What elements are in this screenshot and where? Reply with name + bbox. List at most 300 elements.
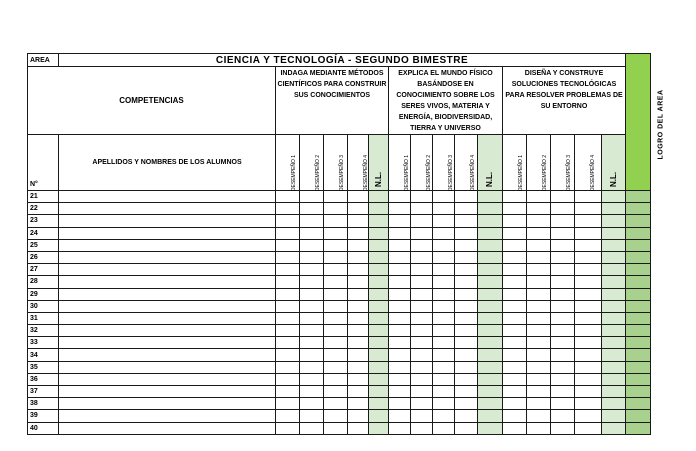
grade-cell[interactable] <box>551 264 575 276</box>
nl-cell[interactable] <box>478 422 503 434</box>
grade-cell[interactable] <box>575 373 602 385</box>
grade-cell[interactable] <box>551 422 575 434</box>
grade-cell[interactable] <box>276 349 300 361</box>
grade-cell[interactable] <box>411 264 433 276</box>
grade-cell[interactable] <box>300 276 324 288</box>
grade-cell[interactable] <box>300 337 324 349</box>
student-name-cell[interactable] <box>59 191 276 203</box>
grade-cell[interactable] <box>348 264 369 276</box>
nl-cell[interactable] <box>369 398 389 410</box>
grade-cell[interactable] <box>575 203 602 215</box>
grade-cell[interactable] <box>527 386 551 398</box>
grade-cell[interactable] <box>455 300 478 312</box>
grade-cell[interactable] <box>411 312 433 324</box>
grade-cell[interactable] <box>276 410 300 422</box>
grade-cell[interactable] <box>455 264 478 276</box>
nl-cell[interactable] <box>602 312 626 324</box>
grade-cell[interactable] <box>575 227 602 239</box>
grade-cell[interactable] <box>433 264 455 276</box>
nl-cell[interactable] <box>369 276 389 288</box>
grade-cell[interactable] <box>348 325 369 337</box>
grade-cell[interactable] <box>503 239 527 251</box>
grade-cell[interactable] <box>575 422 602 434</box>
grade-cell[interactable] <box>348 276 369 288</box>
nl-cell[interactable] <box>478 398 503 410</box>
grade-cell[interactable] <box>433 239 455 251</box>
grade-cell[interactable] <box>411 325 433 337</box>
grade-cell[interactable] <box>455 386 478 398</box>
grade-cell[interactable] <box>348 215 369 227</box>
grade-cell[interactable] <box>433 361 455 373</box>
grade-cell[interactable] <box>503 325 527 337</box>
grade-cell[interactable] <box>324 251 348 263</box>
nl-cell[interactable] <box>369 410 389 422</box>
grade-cell[interactable] <box>300 386 324 398</box>
grade-cell[interactable] <box>348 386 369 398</box>
student-name-cell[interactable] <box>59 239 276 251</box>
nl-cell[interactable] <box>369 349 389 361</box>
grade-cell[interactable] <box>324 203 348 215</box>
nl-cell[interactable] <box>602 386 626 398</box>
grade-cell[interactable] <box>300 312 324 324</box>
grade-cell[interactable] <box>411 215 433 227</box>
grade-cell[interactable] <box>389 410 411 422</box>
grade-cell[interactable] <box>527 361 551 373</box>
nl-cell[interactable] <box>369 337 389 349</box>
grade-cell[interactable] <box>433 349 455 361</box>
grade-cell[interactable] <box>389 373 411 385</box>
grade-cell[interactable] <box>527 300 551 312</box>
grade-cell[interactable] <box>551 227 575 239</box>
grade-cell[interactable] <box>276 203 300 215</box>
grade-cell[interactable] <box>575 312 602 324</box>
grade-cell[interactable] <box>411 300 433 312</box>
grade-cell[interactable] <box>411 361 433 373</box>
grade-cell[interactable] <box>503 349 527 361</box>
grade-cell[interactable] <box>433 386 455 398</box>
nl-cell[interactable] <box>602 239 626 251</box>
grade-cell[interactable] <box>300 300 324 312</box>
logro-cell[interactable] <box>626 422 651 434</box>
grade-cell[interactable] <box>455 215 478 227</box>
grade-cell[interactable] <box>551 373 575 385</box>
grade-cell[interactable] <box>348 227 369 239</box>
grade-cell[interactable] <box>276 191 300 203</box>
grade-cell[interactable] <box>348 398 369 410</box>
grade-cell[interactable] <box>433 325 455 337</box>
nl-cell[interactable] <box>602 203 626 215</box>
grade-cell[interactable] <box>389 325 411 337</box>
grade-cell[interactable] <box>348 300 369 312</box>
nl-cell[interactable] <box>369 300 389 312</box>
logro-cell[interactable] <box>626 337 651 349</box>
grade-cell[interactable] <box>300 422 324 434</box>
student-name-cell[interactable] <box>59 398 276 410</box>
logro-cell[interactable] <box>626 373 651 385</box>
grade-cell[interactable] <box>389 288 411 300</box>
nl-cell[interactable] <box>369 325 389 337</box>
grade-cell[interactable] <box>324 312 348 324</box>
nl-cell[interactable] <box>478 337 503 349</box>
grade-cell[interactable] <box>551 349 575 361</box>
grade-cell[interactable] <box>433 410 455 422</box>
nl-cell[interactable] <box>478 239 503 251</box>
grade-cell[interactable] <box>276 288 300 300</box>
grade-cell[interactable] <box>575 410 602 422</box>
grade-cell[interactable] <box>389 251 411 263</box>
nl-cell[interactable] <box>369 203 389 215</box>
grade-cell[interactable] <box>455 312 478 324</box>
student-name-cell[interactable] <box>59 349 276 361</box>
grade-cell[interactable] <box>324 361 348 373</box>
grade-cell[interactable] <box>389 337 411 349</box>
nl-cell[interactable] <box>369 386 389 398</box>
grade-cell[interactable] <box>276 386 300 398</box>
grade-cell[interactable] <box>575 337 602 349</box>
nl-cell[interactable] <box>478 325 503 337</box>
nl-cell[interactable] <box>602 361 626 373</box>
grade-cell[interactable] <box>300 325 324 337</box>
grade-cell[interactable] <box>575 251 602 263</box>
grade-cell[interactable] <box>324 239 348 251</box>
grade-cell[interactable] <box>389 227 411 239</box>
grade-cell[interactable] <box>433 203 455 215</box>
grade-cell[interactable] <box>455 227 478 239</box>
grade-cell[interactable] <box>411 422 433 434</box>
grade-cell[interactable] <box>276 276 300 288</box>
grade-cell[interactable] <box>276 264 300 276</box>
grade-cell[interactable] <box>455 288 478 300</box>
grade-cell[interactable] <box>324 349 348 361</box>
nl-cell[interactable] <box>602 264 626 276</box>
grade-cell[interactable] <box>411 203 433 215</box>
logro-cell[interactable] <box>626 386 651 398</box>
logro-cell[interactable] <box>626 191 651 203</box>
grade-cell[interactable] <box>503 264 527 276</box>
grade-cell[interactable] <box>348 337 369 349</box>
grade-cell[interactable] <box>455 191 478 203</box>
grade-cell[interactable] <box>389 422 411 434</box>
nl-cell[interactable] <box>478 276 503 288</box>
grade-cell[interactable] <box>300 215 324 227</box>
grade-cell[interactable] <box>503 227 527 239</box>
grade-cell[interactable] <box>575 386 602 398</box>
grade-cell[interactable] <box>433 227 455 239</box>
grade-cell[interactable] <box>527 251 551 263</box>
logro-cell[interactable] <box>626 239 651 251</box>
grade-cell[interactable] <box>411 276 433 288</box>
grade-cell[interactable] <box>300 227 324 239</box>
grade-cell[interactable] <box>527 191 551 203</box>
grade-cell[interactable] <box>575 398 602 410</box>
nl-cell[interactable] <box>602 325 626 337</box>
student-name-cell[interactable] <box>59 325 276 337</box>
grade-cell[interactable] <box>503 410 527 422</box>
grade-cell[interactable] <box>324 276 348 288</box>
grade-cell[interactable] <box>324 325 348 337</box>
grade-cell[interactable] <box>551 361 575 373</box>
nl-cell[interactable] <box>478 203 503 215</box>
grade-cell[interactable] <box>503 386 527 398</box>
nl-cell[interactable] <box>478 227 503 239</box>
grade-cell[interactable] <box>389 398 411 410</box>
grade-cell[interactable] <box>324 264 348 276</box>
grade-cell[interactable] <box>503 422 527 434</box>
grade-cell[interactable] <box>389 349 411 361</box>
nl-cell[interactable] <box>478 361 503 373</box>
grade-cell[interactable] <box>411 239 433 251</box>
grade-cell[interactable] <box>575 288 602 300</box>
grade-cell[interactable] <box>411 227 433 239</box>
grade-cell[interactable] <box>527 349 551 361</box>
grade-cell[interactable] <box>551 239 575 251</box>
grade-cell[interactable] <box>324 227 348 239</box>
grade-cell[interactable] <box>348 239 369 251</box>
grade-cell[interactable] <box>575 300 602 312</box>
grade-cell[interactable] <box>389 361 411 373</box>
grade-cell[interactable] <box>411 288 433 300</box>
student-name-cell[interactable] <box>59 312 276 324</box>
grade-cell[interactable] <box>348 410 369 422</box>
grade-cell[interactable] <box>455 373 478 385</box>
grade-cell[interactable] <box>411 398 433 410</box>
grade-cell[interactable] <box>455 203 478 215</box>
grade-cell[interactable] <box>455 325 478 337</box>
logro-cell[interactable] <box>626 251 651 263</box>
grade-cell[interactable] <box>348 191 369 203</box>
grade-cell[interactable] <box>433 422 455 434</box>
grade-cell[interactable] <box>348 288 369 300</box>
grade-cell[interactable] <box>527 325 551 337</box>
grade-cell[interactable] <box>455 410 478 422</box>
logro-cell[interactable] <box>626 361 651 373</box>
nl-cell[interactable] <box>369 312 389 324</box>
grade-cell[interactable] <box>551 410 575 422</box>
grade-cell[interactable] <box>411 251 433 263</box>
grade-cell[interactable] <box>389 276 411 288</box>
grade-cell[interactable] <box>324 215 348 227</box>
grade-cell[interactable] <box>411 191 433 203</box>
grade-cell[interactable] <box>389 203 411 215</box>
grade-cell[interactable] <box>551 337 575 349</box>
grade-cell[interactable] <box>348 251 369 263</box>
grade-cell[interactable] <box>300 264 324 276</box>
nl-cell[interactable] <box>369 191 389 203</box>
grade-cell[interactable] <box>276 251 300 263</box>
student-name-cell[interactable] <box>59 227 276 239</box>
student-name-cell[interactable] <box>59 300 276 312</box>
grade-cell[interactable] <box>551 191 575 203</box>
grade-cell[interactable] <box>551 276 575 288</box>
grade-cell[interactable] <box>276 373 300 385</box>
student-name-cell[interactable] <box>59 251 276 263</box>
nl-cell[interactable] <box>602 300 626 312</box>
nl-cell[interactable] <box>478 410 503 422</box>
grade-cell[interactable] <box>276 239 300 251</box>
grade-cell[interactable] <box>389 386 411 398</box>
nl-cell[interactable] <box>478 300 503 312</box>
grade-cell[interactable] <box>324 191 348 203</box>
grade-cell[interactable] <box>455 239 478 251</box>
nl-cell[interactable] <box>478 373 503 385</box>
student-name-cell[interactable] <box>59 203 276 215</box>
grade-cell[interactable] <box>455 251 478 263</box>
grade-cell[interactable] <box>503 288 527 300</box>
grade-cell[interactable] <box>527 410 551 422</box>
nl-cell[interactable] <box>369 422 389 434</box>
grade-cell[interactable] <box>348 312 369 324</box>
grade-cell[interactable] <box>389 215 411 227</box>
grade-cell[interactable] <box>324 398 348 410</box>
grade-cell[interactable] <box>455 337 478 349</box>
logro-cell[interactable] <box>626 325 651 337</box>
nl-cell[interactable] <box>369 361 389 373</box>
grade-cell[interactable] <box>503 337 527 349</box>
nl-cell[interactable] <box>602 337 626 349</box>
grade-cell[interactable] <box>276 227 300 239</box>
grade-cell[interactable] <box>300 239 324 251</box>
grade-cell[interactable] <box>276 398 300 410</box>
nl-cell[interactable] <box>369 239 389 251</box>
nl-cell[interactable] <box>478 386 503 398</box>
student-name-cell[interactable] <box>59 288 276 300</box>
grade-cell[interactable] <box>300 288 324 300</box>
nl-cell[interactable] <box>369 215 389 227</box>
grade-cell[interactable] <box>300 251 324 263</box>
logro-cell[interactable] <box>626 349 651 361</box>
nl-cell[interactable] <box>602 349 626 361</box>
nl-cell[interactable] <box>478 288 503 300</box>
grade-cell[interactable] <box>551 251 575 263</box>
grade-cell[interactable] <box>300 191 324 203</box>
grade-cell[interactable] <box>527 227 551 239</box>
nl-cell[interactable] <box>478 312 503 324</box>
grade-cell[interactable] <box>300 398 324 410</box>
grade-cell[interactable] <box>527 276 551 288</box>
student-name-cell[interactable] <box>59 422 276 434</box>
grade-cell[interactable] <box>527 337 551 349</box>
nl-cell[interactable] <box>602 276 626 288</box>
grade-cell[interactable] <box>300 410 324 422</box>
nl-cell[interactable] <box>602 251 626 263</box>
grade-cell[interactable] <box>433 191 455 203</box>
nl-cell[interactable] <box>602 227 626 239</box>
grade-cell[interactable] <box>575 215 602 227</box>
grade-cell[interactable] <box>527 373 551 385</box>
grade-cell[interactable] <box>276 361 300 373</box>
nl-cell[interactable] <box>602 422 626 434</box>
grade-cell[interactable] <box>433 300 455 312</box>
grade-cell[interactable] <box>551 300 575 312</box>
grade-cell[interactable] <box>433 251 455 263</box>
grade-cell[interactable] <box>411 386 433 398</box>
nl-cell[interactable] <box>602 398 626 410</box>
logro-cell[interactable] <box>626 203 651 215</box>
grade-cell[interactable] <box>551 288 575 300</box>
grade-cell[interactable] <box>348 373 369 385</box>
logro-cell[interactable] <box>626 312 651 324</box>
grade-cell[interactable] <box>348 422 369 434</box>
grade-cell[interactable] <box>551 312 575 324</box>
grade-cell[interactable] <box>324 410 348 422</box>
grade-cell[interactable] <box>300 349 324 361</box>
grade-cell[interactable] <box>276 312 300 324</box>
grade-cell[interactable] <box>527 203 551 215</box>
student-name-cell[interactable] <box>59 361 276 373</box>
nl-cell[interactable] <box>369 227 389 239</box>
grade-cell[interactable] <box>503 361 527 373</box>
grade-cell[interactable] <box>503 215 527 227</box>
nl-cell[interactable] <box>369 373 389 385</box>
grade-cell[interactable] <box>411 410 433 422</box>
grade-cell[interactable] <box>433 337 455 349</box>
nl-cell[interactable] <box>602 373 626 385</box>
grade-cell[interactable] <box>389 312 411 324</box>
student-name-cell[interactable] <box>59 276 276 288</box>
student-name-cell[interactable] <box>59 215 276 227</box>
student-name-cell[interactable] <box>59 264 276 276</box>
grade-cell[interactable] <box>300 203 324 215</box>
nl-cell[interactable] <box>478 191 503 203</box>
grade-cell[interactable] <box>389 239 411 251</box>
grade-cell[interactable] <box>551 386 575 398</box>
grade-cell[interactable] <box>503 312 527 324</box>
logro-cell[interactable] <box>626 276 651 288</box>
grade-cell[interactable] <box>433 215 455 227</box>
grade-cell[interactable] <box>575 191 602 203</box>
student-name-cell[interactable] <box>59 410 276 422</box>
grade-cell[interactable] <box>276 337 300 349</box>
grade-cell[interactable] <box>527 215 551 227</box>
grade-cell[interactable] <box>455 361 478 373</box>
grade-cell[interactable] <box>551 398 575 410</box>
grade-cell[interactable] <box>348 203 369 215</box>
grade-cell[interactable] <box>433 312 455 324</box>
grade-cell[interactable] <box>276 300 300 312</box>
grade-cell[interactable] <box>411 373 433 385</box>
nl-cell[interactable] <box>478 251 503 263</box>
student-name-cell[interactable] <box>59 337 276 349</box>
grade-cell[interactable] <box>324 288 348 300</box>
nl-cell[interactable] <box>369 251 389 263</box>
grade-cell[interactable] <box>276 325 300 337</box>
grade-cell[interactable] <box>348 361 369 373</box>
grade-cell[interactable] <box>389 300 411 312</box>
grade-cell[interactable] <box>551 203 575 215</box>
nl-cell[interactable] <box>602 410 626 422</box>
grade-cell[interactable] <box>324 337 348 349</box>
grade-cell[interactable] <box>433 288 455 300</box>
grade-cell[interactable] <box>276 422 300 434</box>
grade-cell[interactable] <box>575 276 602 288</box>
grade-cell[interactable] <box>411 337 433 349</box>
grade-cell[interactable] <box>551 325 575 337</box>
grade-cell[interactable] <box>503 251 527 263</box>
grade-cell[interactable] <box>527 288 551 300</box>
grade-cell[interactable] <box>455 276 478 288</box>
logro-cell[interactable] <box>626 300 651 312</box>
grade-cell[interactable] <box>324 373 348 385</box>
nl-cell[interactable] <box>369 288 389 300</box>
grade-cell[interactable] <box>527 239 551 251</box>
grade-cell[interactable] <box>503 300 527 312</box>
grade-cell[interactable] <box>551 215 575 227</box>
student-name-cell[interactable] <box>59 386 276 398</box>
grade-cell[interactable] <box>324 300 348 312</box>
nl-cell[interactable] <box>602 191 626 203</box>
grade-cell[interactable] <box>455 422 478 434</box>
grade-cell[interactable] <box>411 349 433 361</box>
